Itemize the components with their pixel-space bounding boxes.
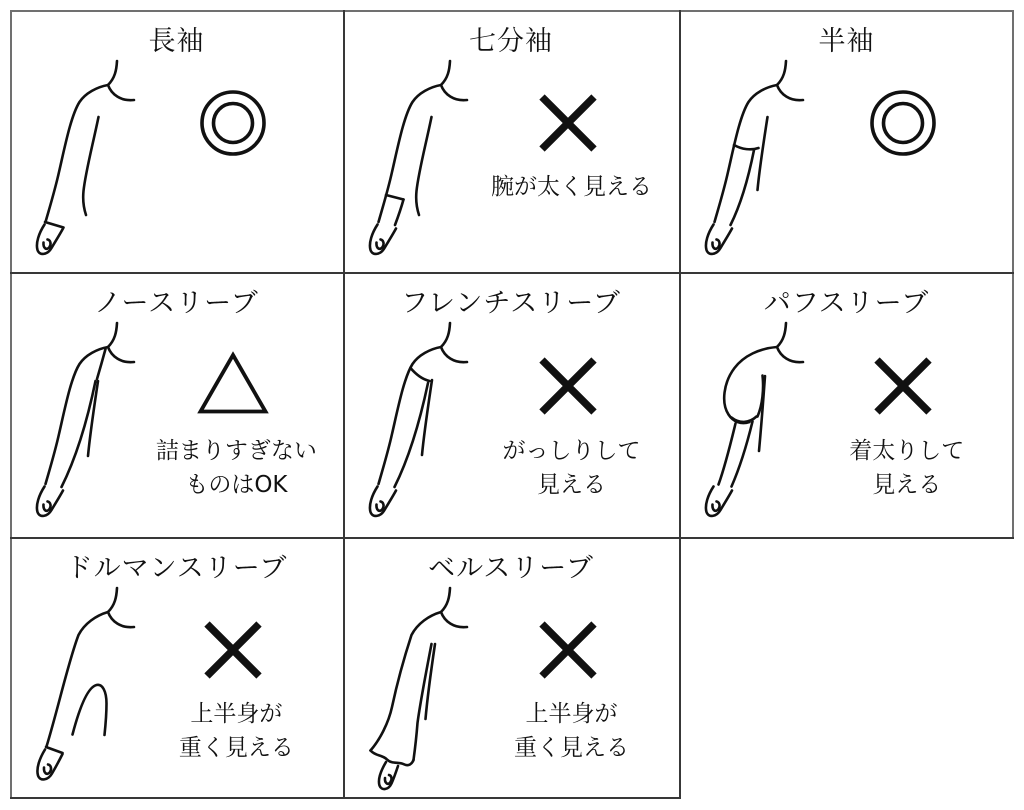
cell-dolman-sleeve	[10, 537, 343, 799]
empty-cell	[679, 537, 1014, 799]
cross-icon	[861, 344, 945, 428]
double-circle-icon	[861, 81, 945, 165]
cell-note: 着太りして 見える	[849, 437, 965, 499]
triangle-icon	[191, 344, 275, 428]
cross-icon	[526, 608, 610, 692]
sleeve-type-comparison-chart	[10, 10, 1014, 799]
cell-title: ベルスリーブ	[428, 553, 594, 584]
cell-title: パフスリーブ	[763, 288, 930, 319]
cell-three-quarter-sleeve	[343, 10, 679, 272]
cell-title: ノースリーブ	[94, 288, 259, 319]
cross-icon	[526, 81, 610, 165]
cell-title: 半袖	[818, 26, 875, 57]
cell-title: ドルマンスリーブ	[65, 553, 288, 584]
cell-sleeveless	[10, 272, 343, 537]
cell-note: 腕が太く見える	[490, 173, 652, 200]
cell-title: 長袖	[148, 26, 205, 57]
cell-note: がっしりして 見える	[502, 437, 641, 499]
cell-short-sleeve	[679, 10, 1014, 272]
cell-note: 詰まりすぎない ものはOK	[155, 437, 317, 499]
double-circle-icon	[191, 81, 275, 165]
cell-french-sleeve	[343, 272, 679, 537]
cell-long-sleeve	[10, 10, 343, 272]
cell-puff-sleeve	[679, 272, 1014, 537]
long-sleeve-arm-illustration	[32, 56, 162, 266]
cell-title: 七分袖	[469, 26, 553, 57]
cross-icon	[191, 608, 275, 692]
cell-title: フレンチスリーブ	[401, 288, 621, 319]
cell-bell-sleeve	[343, 537, 679, 799]
cross-icon	[526, 344, 610, 428]
cell-note: 上半身が 重く見える	[513, 700, 629, 762]
short-sleeve-arm-illustration	[701, 56, 831, 266]
three-quarter-sleeve-arm-illustration	[365, 56, 495, 266]
cell-note: 上半身が 重く見える	[178, 700, 294, 762]
